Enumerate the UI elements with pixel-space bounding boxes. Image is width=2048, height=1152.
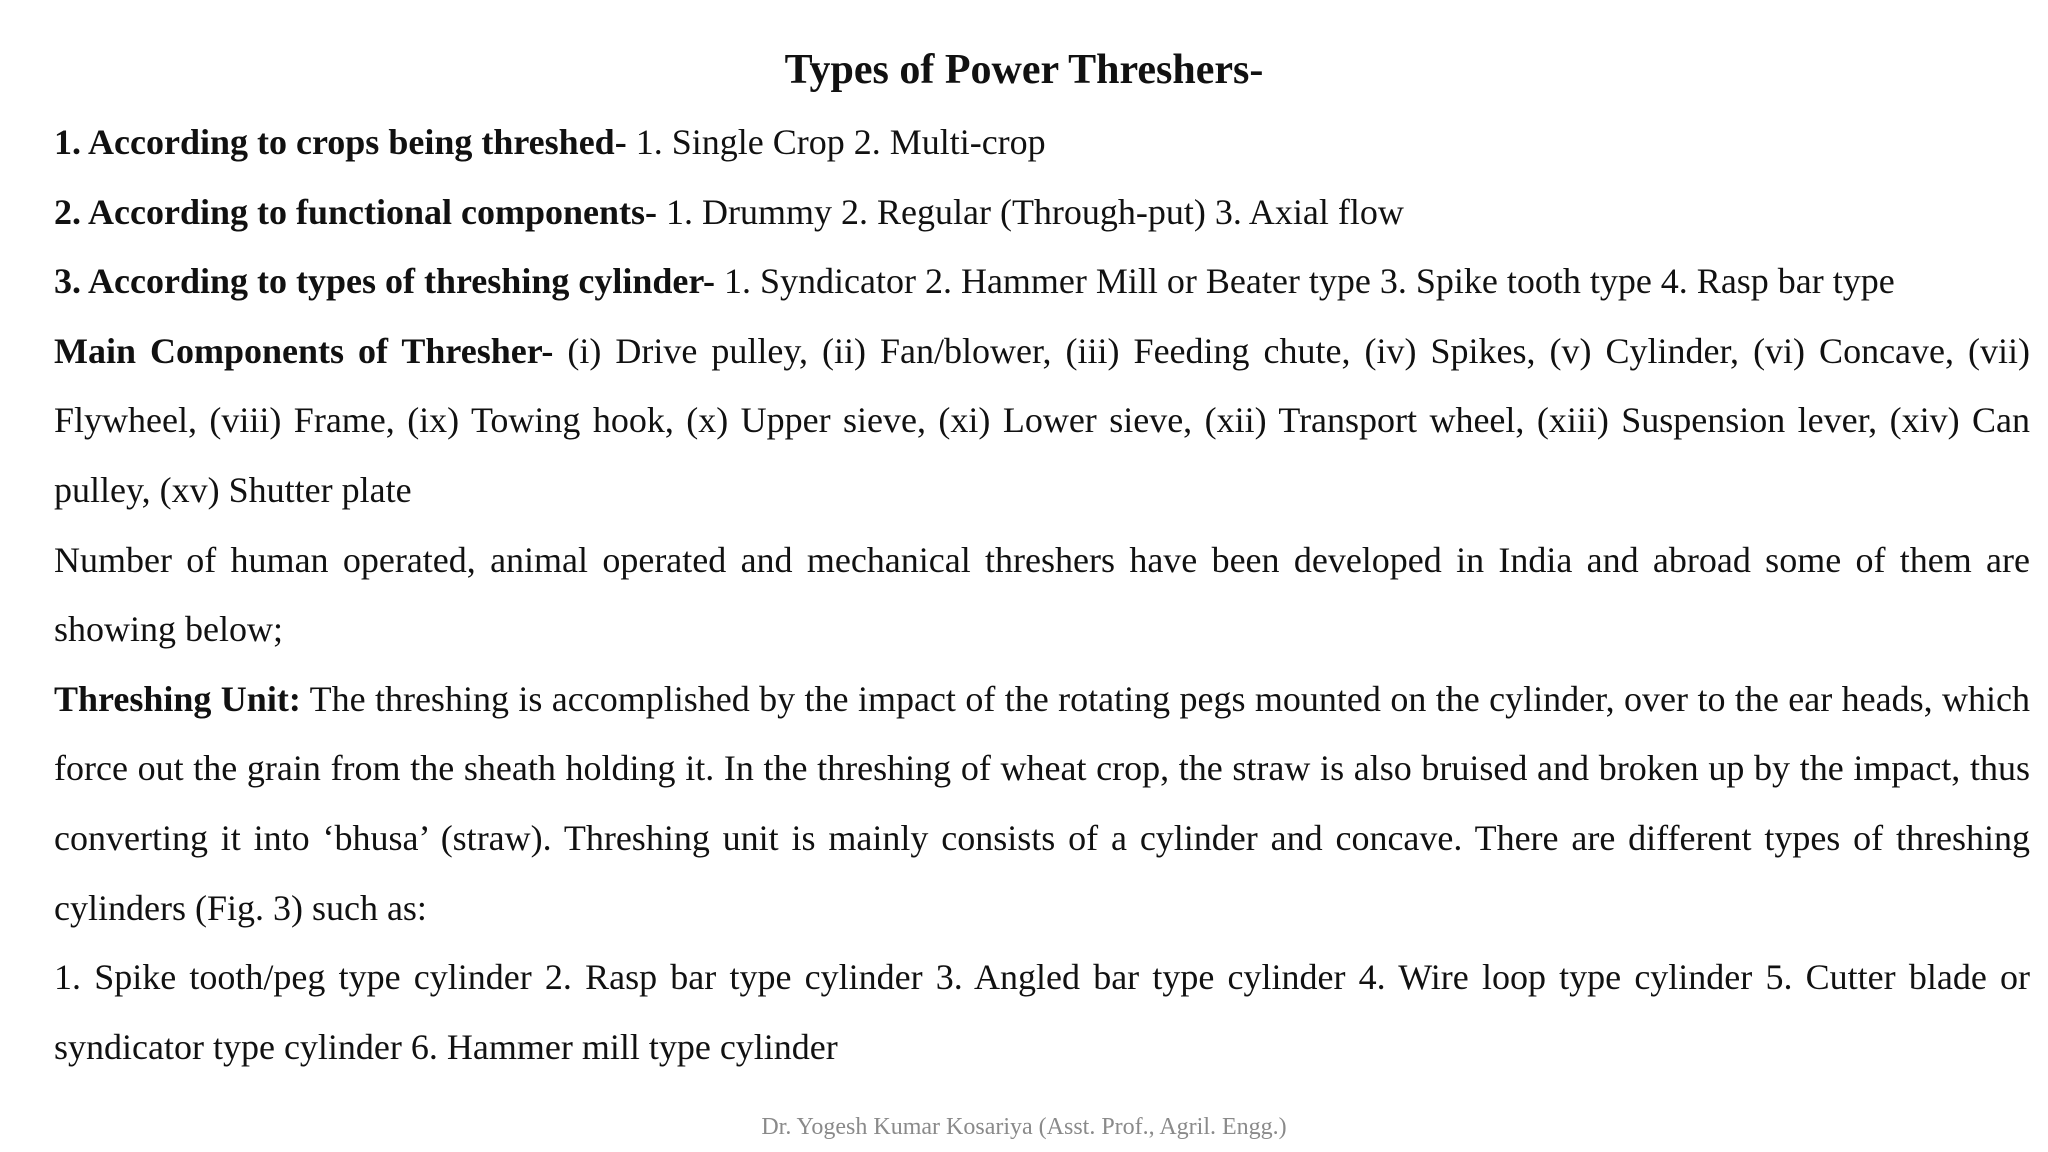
classification-cylinder [54,247,2030,317]
slide-body [54,108,2030,1082]
main-components-paragraph [54,317,2030,526]
main-components-text: (i) Drive pulley, (ii) Fan/blower, (iii) Feeding chute, (iv) Spikes, (v) Cylinder, (vi) Concave, (vii) Flywheel, (viii) Frame, (ix) Towing hook, (x) Upper sieve, (xi) Lower sieve, (xii) Transport wheel, (xiii) Suspension lever, (xiv) Can pulley, (xv) Shutter plate [54,330,2030,510]
threshing-unit-paragraph [54,665,2030,943]
classification-label: 3. According to types of threshing cylinder- [54,261,715,302]
classification-components [54,178,2030,248]
page-title: Types of Power Threshers- [784,47,1264,93]
classification-text: 1. Drummy 2. Regular (Through-put) 3. Axial flow [657,191,1404,232]
classification-crops [54,108,2030,178]
classification-text: 1. Single Crop 2. Multi-crop [626,122,1046,162]
threshing-unit-label: Threshing Unit: [54,678,301,719]
threshing-unit-text: The threshing is accomplished by the impact of the rotating pegs mounted on the cylinder, over to the ear heads, which force out the grain from the sheath holding it. In the threshing of wheat crop, the straw is also bruised and broken up by the impact, thus converting it into ‘bhusa’ (straw). Threshing unit is mainly consists of a cylinder and concave. There are different types of threshing cylinders (Fig. 3) such as: [54,678,2030,928]
classification-text: 1. Syndicator 2. Hammer Mill or Beater type 3. Spike tooth type 4. Rasp bar type [714,261,1895,302]
classification-label: 2. According to functional components- [54,191,657,232]
footer-author: Dr. Yogesh Kumar Kosariya (Asst. Prof., Agril. Engg.) [761,1114,1287,1140]
cylinder-types-paragraph: 1. Spike tooth/peg type cylinder 2. Rasp bar type cylinder 3. Angled bar type cylinder 4. Wire loop type cylinder 5. Cutter blade or syndicator type cylinder 6. Hammer mill type cylinder [54,957,2030,1067]
intro-paragraph: Number of human operated, animal operated and mechanical threshers have been developed in India and abroad some of them are showing below; [54,539,2030,650]
main-components-label: Main Components of Thresher- [54,330,554,371]
classification-label: 1. According to crops being threshed- [54,122,627,162]
